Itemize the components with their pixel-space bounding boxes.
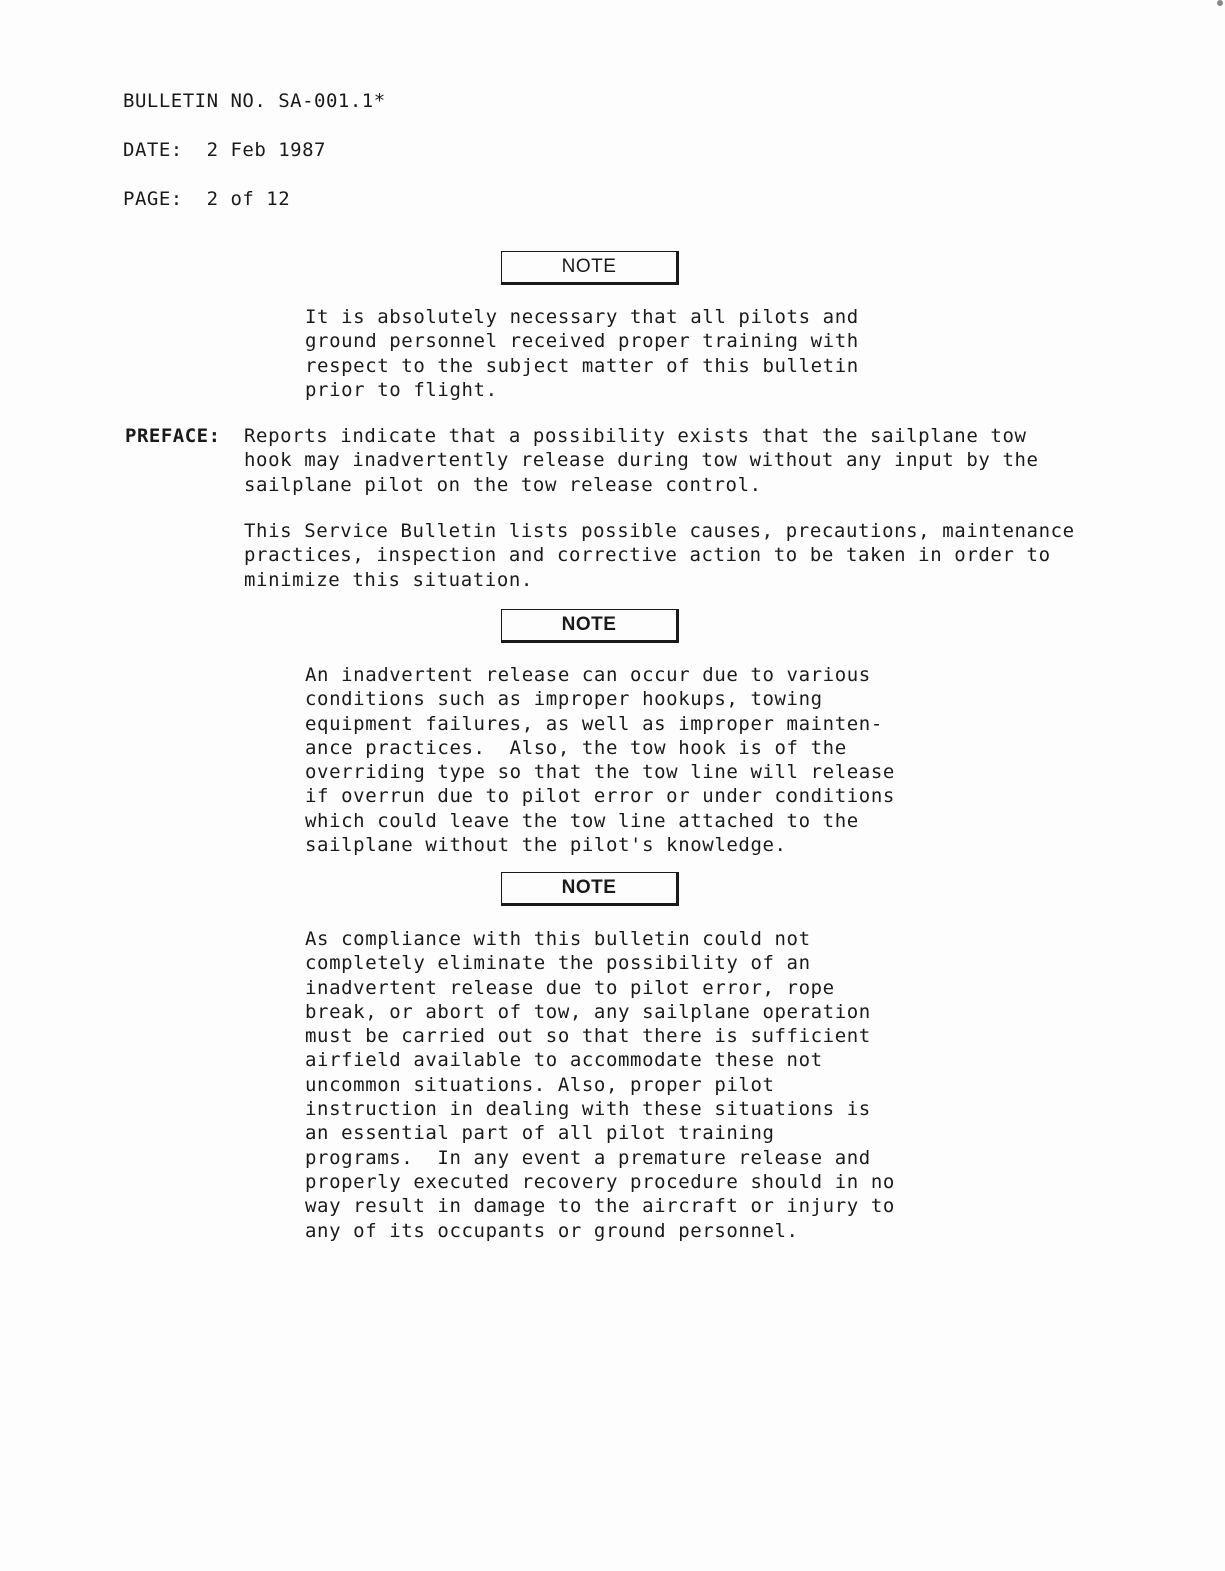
note-text-3: As compliance with this bulletin could not completely eliminate the possibility of an inadvertent release due to pilot error, rope break, or abort of tow, any sailplane operation must be carried out so that there is sufficient airfield available to accommodate these not uncommon situations. Also, proper pilot instruction in dealing with these situations is an essential part of all pilot training programs. In any event a premature release and properly executed recovery procedure should in no way result in damage to the aircraft or injury to any of its occupants or ground personnel.: [305, 928, 895, 1242]
preface-label: PREFACE:: [125, 425, 221, 447]
note-text-1: It is absolutely necessary that all pilots and ground personnel received proper training with respect to the subject matter of this bulletin prior to flight.: [305, 306, 859, 401]
note-box-3: NOTE: [501, 872, 679, 906]
page-number: PAGE: 2 of 12: [123, 188, 291, 210]
bulletin-date: DATE: 2 Feb 1987: [123, 139, 326, 161]
bulletin-number: BULLETIN NO. SA-001.1*: [123, 90, 386, 112]
note-text-2: An inadvertent release can occur due to various conditions such as improper hookups, towing equipment failures, as well as improper mainten- ance practices. Also, the tow hook is of the overriding type so that the tow line will release if overrun due to pilot error or under conditions which could leave the tow line attached to the sailplane without the pilot's knowledge.: [305, 664, 895, 857]
scan-speck: [1217, 0, 1223, 6]
note-box-2: NOTE: [501, 609, 679, 643]
preface-paragraph-1: Reports indicate that a possibility exists that the sailplane tow hook may inadvertently release during tow without any input by the sailplane pilot on the tow release control.: [244, 425, 1039, 496]
preface-paragraph-2: This Service Bulletin lists possible causes, precautions, maintenance practices, inspection and corrective action to be taken in order to minimize this situation.: [244, 520, 1075, 591]
note-box-1: NOTE: [501, 251, 679, 285]
